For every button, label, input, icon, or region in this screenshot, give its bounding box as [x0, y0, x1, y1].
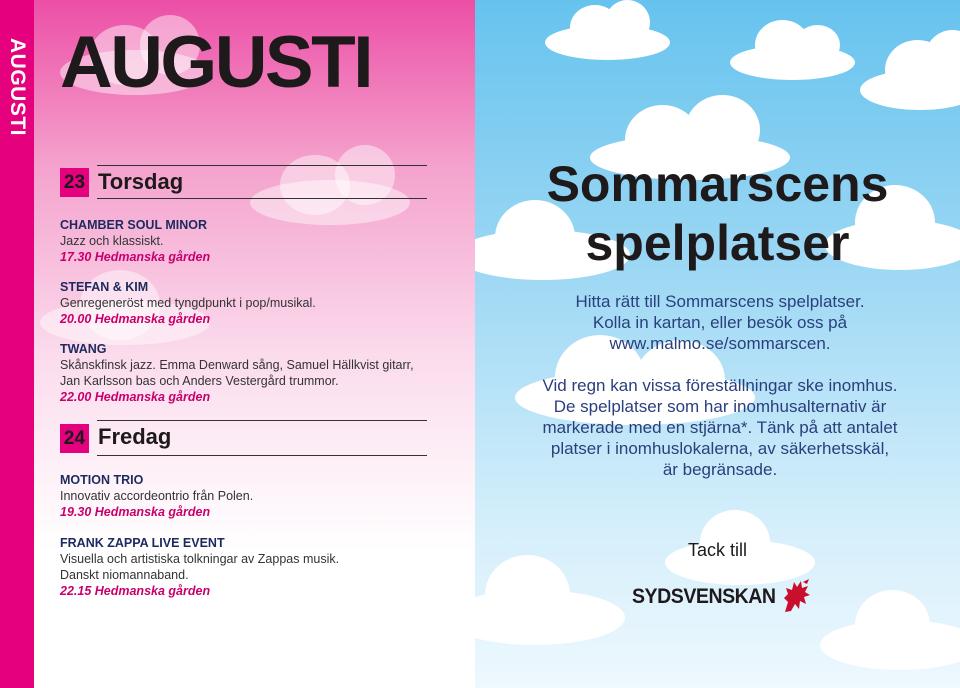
- event-time: 22.15 Hedmanska gården: [60, 584, 211, 598]
- event-item: [60, 341, 460, 405]
- info-line: är begränsade.: [662, 460, 778, 479]
- info-paragraph: [510, 375, 930, 480]
- event-item: [60, 279, 460, 327]
- sidebar-month-label: AUGUSTI: [6, 38, 29, 136]
- info-line: markerade med en stjärna*. Tänk på att antalet: [542, 418, 898, 437]
- info-line: www.malmo.se/sommarscen.: [609, 334, 831, 353]
- event-description: Visuella och artistiska tolkningar av Zappas musik.: [60, 552, 340, 566]
- event-description: Skånskfinsk jazz. Emma Denward sång, Samuel Hällkvist gitarr,: [60, 358, 414, 372]
- section-title: Sommarscens: [546, 156, 889, 212]
- day-number-badge: 23: [60, 168, 89, 197]
- info-line: platser i inomhuslokalerna, av säkerhetsskäl,: [550, 439, 890, 458]
- event-title: MOTION TRIO: [60, 473, 144, 487]
- divider: [97, 420, 427, 421]
- event-item: [60, 535, 460, 599]
- event-time: 20.00 Hedmanska gården: [60, 312, 211, 326]
- griffin-icon: [779, 578, 813, 614]
- divider: [97, 455, 427, 456]
- info-line: Kolla in kartan, eller besök oss på: [592, 313, 848, 332]
- info-line: De spelplatser som har inomhusalternativ är: [553, 397, 887, 416]
- info-line: Hitta rätt till Sommarscens spelplatser.: [575, 292, 865, 311]
- sponsor-name: SYDSVENSKAN: [632, 585, 776, 608]
- page-title: AUGUSTI: [60, 22, 371, 103]
- info-paragraph: [510, 291, 930, 354]
- event-time: 17.30 Hedmanska gården: [60, 250, 211, 264]
- event-description: Jazz och klassiskt.: [60, 234, 164, 248]
- event-description: Genregeneröst med tyngdpunkt i pop/musikal.: [60, 296, 316, 310]
- event-item: [60, 217, 460, 265]
- event-time: 22.00 Hedmanska gården: [60, 390, 211, 404]
- day-number-badge: 24: [60, 424, 89, 453]
- event-title: TWANG: [60, 342, 107, 356]
- thanks-label: Tack till: [687, 540, 747, 560]
- event-title: CHAMBER SOUL MINOR: [60, 218, 207, 232]
- event-item: [60, 472, 460, 520]
- event-description: Jan Karlsson bas och Anders Vestergård trummor.: [60, 374, 339, 388]
- month-sidebar: [0, 0, 34, 688]
- divider: [97, 165, 427, 166]
- day-heading: Torsdag: [98, 169, 184, 194]
- divider: [97, 198, 427, 199]
- section-title: spelplatser: [585, 215, 850, 271]
- event-description: Innovativ accordeontrio från Polen.: [60, 489, 254, 503]
- event-title: STEFAN & KIM: [60, 280, 149, 294]
- event-description: Danskt niomannaband.: [60, 568, 189, 582]
- info-line: Vid regn kan vissa föreställningar ske inomhus.: [542, 376, 898, 395]
- event-time: 19.30 Hedmanska gården: [60, 505, 211, 519]
- day-heading: Fredag: [98, 424, 172, 449]
- event-title: FRANK ZAPPA LIVE EVENT: [60, 536, 225, 550]
